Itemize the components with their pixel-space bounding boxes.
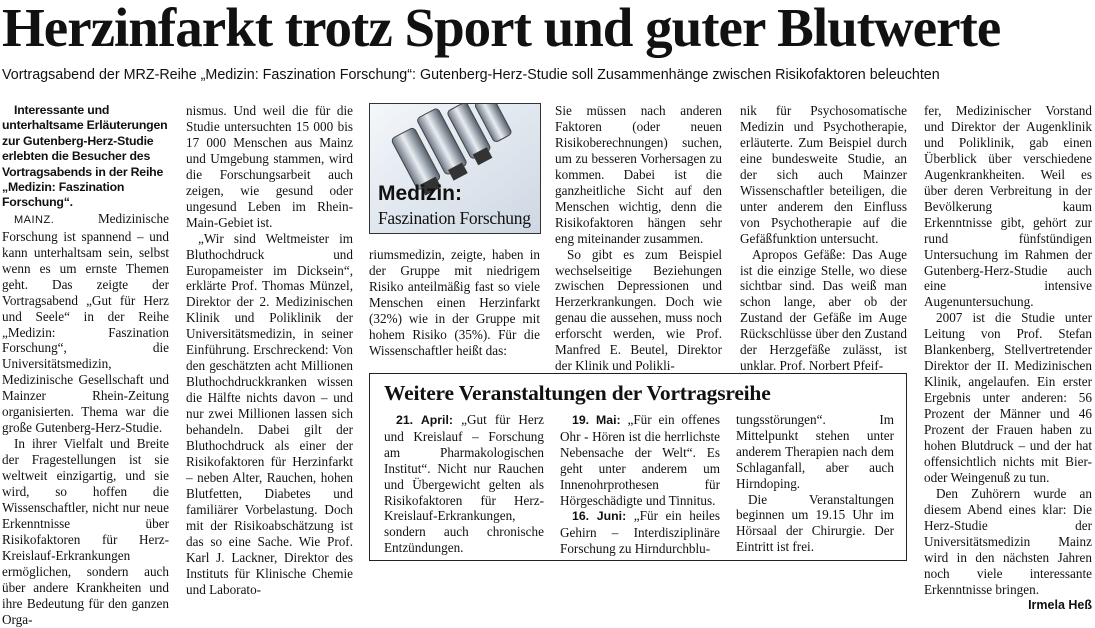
event-item: [560, 508, 720, 557]
events-column-3: [736, 412, 894, 555]
paragraph: „Wir sind Weltmeister im Bluthochdruck und Europameister im Dicksein“, erklärte Prof. Thomas Münzel, Direktor der 2. Medizinischen Klinik und Poliklinik der Universitätsmedizin, in seiner Einführung. Erschreckend: Von den geschätzten acht Millionen Bluthochdruckkranken wissen die Hälfte nichts davon – und nur zwei Millionen lassen sich behandeln. Dabei gilt der Bluthochdruck als einer der Risikofaktoren für Herzinfarkt – neben Alter, Rauchen, hohen Blutfetten, Diabetes und familiärer Vorbelastung. Doch mit der Risikoabschätzung ist das so eine Sache. Wie Prof. Karl J. Lackner, Direktor des Instituts für Klinische Chemie und Laborato-: [186, 230, 353, 597]
headline: Herzinfarkt trotz Sport und guter Blutwerte: [2, 0, 1001, 58]
article-column-2: [186, 103, 353, 598]
dateline: MAINZ.: [14, 213, 55, 226]
article-column-6: [924, 103, 1092, 614]
event-text: „Gut für Herz und Kreislauf – Forschung am Pharmakologischen Institut“. Nicht nur Rauchen und Übergewicht gelten als Risikofaktoren für Herz-Kreislauf-Erkrankungen, sondern auch chronische Entzündungen.: [384, 412, 544, 556]
paragraph: Den Zuhörern wurde an diesem Abend eines klar: Die Herz-Studie der Universitätsmedizin Mainz wird in den nächsten Jahren noch viele interessante Erkenntnisse bringen.: [924, 485, 1092, 597]
article-column-5: [740, 103, 907, 374]
series-logo: [369, 103, 541, 234]
logo-subtitle: Faszination Forschung: [378, 208, 531, 228]
event-item: [560, 412, 720, 508]
paragraph: In ihrer Vielfalt und Breite der Fragestellungen ist sie weltweit einzigartig, und sie wird, so hoffen die Wissenschaftler, nicht nur neue Erkenntnisse über Risikofaktoren für Herz-Kreislauf-Erkrankungen ermöglichen, sondern auch über andere Krankheiten und ihre Bedeutung für den ganzen Orga-: [2, 436, 169, 627]
article-column-1: [2, 103, 169, 628]
paragraph: Apropos Gefäße: Das Auge ist die einzige Stelle, wo diese sichtbar sind. Das weiß man schon lange, aber ob der Zustand der Gefäße im Auge Rückschlüsse über den Zustand der Herzgefäße zulässt, ist unklar. Prof. Norbert Pfeif-: [740, 246, 907, 374]
article-column-4: [555, 103, 722, 374]
event-note: Die Veranstaltungen beginnen um 19.15 Uhr im Hörsaal der Chirurgie. Der Eintritt ist frei.: [736, 491, 894, 555]
events-title: Weitere Veranstaltungen der Vortragsreihe: [384, 381, 771, 405]
paragraph: 2007 ist die Studie unter Leitung von Prof. Stefan Blankenberg, Stellvertretender Direktor der II. Medizinischen Klinik, angelaufen. Ein erster Ergebnis unter anderen: 56 Prozent der Männer und 46 Prozent der Frauen haben zu hohen Blutdruck – und der hat offensichtlich nichts mit Bier- oder Weingenuß zu tun.: [924, 310, 1092, 485]
subheadline: Vortragsabend der MRZ-Reihe „Medizin: Faszination Forschung“: Gutenberg-Herz-Studie soll Zusammenhänge zwischen Risikofaktoren beleuchten: [2, 67, 940, 83]
paragraph: nik für Psychosomatische Medizin und Psychotherapie, erläuterte. Zum Beispiel durch eine bundesweite Studie, an der sich auch Mainzer Wissenschaftler beteiligen, die unter anderem den Einfluss von Psychotherapie auf die Gefäßfunktion untersucht.: [740, 103, 907, 246]
article-lead: Interessante und unterhaltsame Erläuterungen zur Gutenberg-Herz-Studie erlebten die Besucher des Vortragsabends in der Reihe „Medizin: Faszination Forschung“.: [2, 103, 168, 210]
paragraph: riumsmedizin, zeigte, haben in der Gruppe mit niedrigem Risiko anteilmäßig fast so viele Menschen einen Herzinfarkt (32%) wie in der Gruppe mit hohem Risiko (35%). Für die Wissenschaftler heißt das:: [369, 247, 540, 358]
paragraph: Sie müssen nach anderen Faktoren (oder neuen Risikoberechnungen) suchen, um zu besseren Vorhersagen zu kommen. Dabei ist die ganzheitliche Sicht auf den Menschen wichtig, denn die Risikofaktoren hängen sehr eng miteinander zusammen.: [555, 103, 722, 246]
events-box: [369, 373, 907, 561]
paragraph: Medizinische Forschung ist spannend – und kann unterhaltsam sein, selbst wenn es um ernste Themen geht. Das zeigte der Vortragsabend „Gut für Herz und Seele“ in der Reihe „Medizin: Faszination Forschung“, die Universitätsmedizin, Medizinische Gesellschaft und Mainzer Rhein-Zeitung organisierten. Thema war die große Gutenberg-Herz-Studie.: [2, 210, 169, 436]
paragraph: nismus. Und weil die für die Studie untersuchten 15 000 bis 17 000 Menschen aus Mainz und Umgebung stammen, wird die Forschungsarbeit auch zeigen, wie gesund oder ungesund Leben im Rhein-Main-Gebiet ist.: [186, 103, 353, 230]
author-byline: Irmela Heß: [1028, 597, 1092, 612]
event-date: 16. Juni:: [572, 509, 627, 524]
events-column-1: [384, 412, 544, 556]
paragraph: fer, Medizinischer Vorstand und Direktor der Augenklinik und Poliklinik, gab einen Überblick über verschiedene Augenkrankheiten. Weil es über deren Verbreitung in der Bevölkerung kaum Erkenntnisse gibt, gehört zur rund fünfstündigen Untersuchung im Rahmen der Gutenberg-Herz-Studie auch eine intensive Augenuntersuchung.: [924, 103, 1092, 310]
article-column-3: [369, 247, 540, 359]
event-text: „Für ein offenes Ohr - Hören ist die herrlichste Nebensache der Welt“. Es geht unter anderem um Innenohrprothesen für Hörgeschädigte und Tinnitus.: [560, 412, 721, 508]
logo-title: Medizin:: [378, 182, 462, 205]
paragraph: So gibt es zum Beispiel wechselseitige Beziehungen zwischen Depressionen und Herzerkrankungen. Doch wie genau die aussehen, muss noch erforscht werden, wie Prof. Manfred E. Beutel, Direktor der Klinik und Polikli-: [555, 246, 722, 374]
event-text: tungsstörungen“. Im Mittelpunkt stehen unter anderem Therapien nach dem Schlaganfall, aber auch Hirndoping.: [736, 412, 894, 491]
event-item: [384, 412, 544, 556]
event-date: 19. Mai:: [572, 413, 621, 427]
event-text: „Für ein heiles Gehirn – Interdisziplinäre Forschung zu Hirndurchblu-: [560, 508, 721, 557]
events-column-2: [560, 412, 720, 557]
event-date: 21. April:: [396, 413, 453, 427]
